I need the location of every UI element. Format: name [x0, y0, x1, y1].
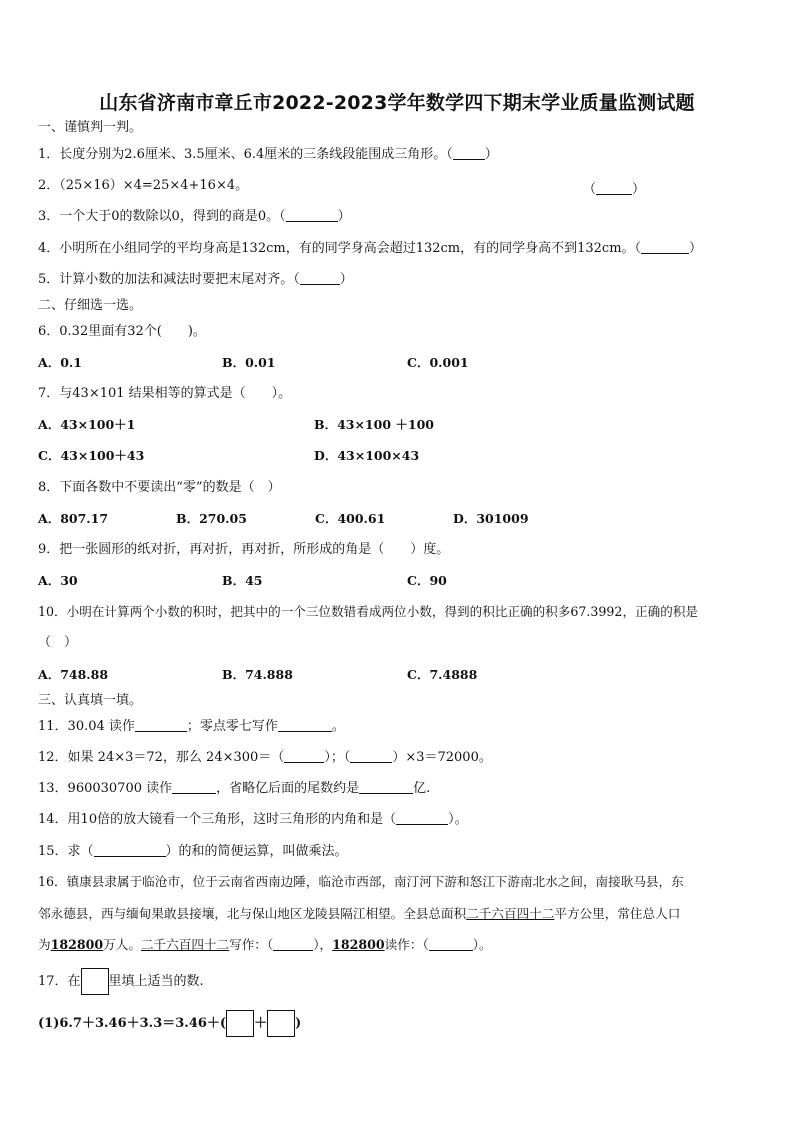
question-15-text: 15．求（	[38, 844, 94, 859]
page-title: 山东省济南市章丘市2022-2023学年数学四下期末学业质量监测试题	[99, 92, 695, 114]
question-15-end: ）的和的简便运算，叫做乘法。	[165, 844, 348, 859]
question-16-line-3	[38, 937, 492, 953]
question-11	[38, 719, 345, 735]
question-16-text-4: ），	[313, 937, 333, 952]
option-b[interactable]: B．74.888	[222, 667, 293, 682]
question-11-text-2: ；零点零七写作	[186, 719, 278, 734]
answer-blank[interactable]	[278, 719, 332, 732]
question-12-text-2: ）；（	[324, 750, 351, 765]
question-1-end: ）	[484, 147, 498, 162]
answer-blank[interactable]	[172, 781, 216, 794]
option-c[interactable]: C．43×100＋43	[38, 448, 145, 463]
question-12-end: ）×3＝72000。	[392, 750, 492, 765]
answer-blank[interactable]	[453, 147, 485, 160]
question-1-text: 1．长度分别为2.6厘米、3.5厘米、6.4厘米的三条线段能围成三角形。（	[38, 147, 453, 162]
question-17-part-1	[38, 1010, 301, 1038]
answer-blank[interactable]	[429, 938, 473, 951]
answer-box[interactable]	[267, 1010, 295, 1037]
question-8: 8．下面各数中不要读出“零”的数是（ ）	[38, 480, 281, 495]
answer-blank[interactable]	[284, 750, 324, 763]
option-a[interactable]: A．0.1	[38, 355, 82, 370]
paren-open: （	[583, 182, 597, 197]
question-16-text: 为	[38, 937, 51, 952]
question-5-end: ）	[339, 272, 353, 287]
answer-blank[interactable]	[350, 750, 392, 763]
answer-blank[interactable]	[94, 844, 166, 857]
answer-blank[interactable]	[359, 781, 413, 794]
question-12	[38, 750, 492, 766]
option-d[interactable]: D．43×100×43	[314, 448, 420, 463]
question-16-line-2	[38, 906, 680, 922]
question-16-text-2: 万人。	[103, 937, 141, 952]
underlined-number: 二千六百四十二	[140, 937, 230, 952]
option-a[interactable]: A．748.88	[38, 667, 109, 682]
section-heading-3: 三、认真填一填。	[38, 693, 143, 708]
option-a[interactable]: A．30	[38, 573, 78, 588]
question-3	[38, 209, 351, 225]
question-4-text: 4．小明所在小组同学的平均身高是132cm，有的同学身高会超过132cm，有的同学身高不到132cm。（	[38, 241, 642, 256]
answer-blank[interactable]	[300, 272, 340, 285]
question-16-text-3: 写作：（	[229, 937, 274, 952]
question-16-text: 邻永德县，西与缅甸果敢县接壤，北与保山地区龙陵县隔江相望。全县总面积	[38, 906, 467, 921]
question-17-end: 里填上适当的数.	[108, 974, 204, 989]
option-b[interactable]: B．43×100 ＋100	[314, 417, 434, 432]
question-2: 2．（25×16）×4=25×4+16×4。	[38, 178, 249, 193]
option-c[interactable]: C．7.4888	[407, 667, 478, 682]
section-heading-2: 二、仔细选一选。	[38, 298, 143, 313]
option-a[interactable]: A．807.17	[38, 511, 109, 526]
option-b[interactable]: B．0.01	[222, 355, 276, 370]
question-5	[38, 272, 353, 288]
question-17-text: 17．在	[38, 974, 81, 989]
answer-blank[interactable]	[596, 182, 632, 195]
question-14	[38, 812, 468, 828]
question-6: 6．0.32里面有32个( )。	[38, 324, 206, 339]
option-a[interactable]: A．43×100＋1	[38, 417, 136, 432]
question-16-end: ）。	[472, 937, 492, 952]
question-17-1-end: )	[295, 1016, 302, 1031]
question-11-text: 11．30.04 读作	[38, 719, 135, 734]
underlined-number: 182800	[50, 937, 104, 952]
question-10-line-2: （ ）	[38, 635, 78, 650]
answer-box[interactable]	[226, 1010, 254, 1037]
answer-blank[interactable]	[396, 812, 448, 825]
answer-blank[interactable]	[641, 241, 689, 254]
question-3-text: 3．一个大于0的数除以0，得到的商是0。（	[38, 209, 286, 224]
section-heading-1: 一、谨慎判一判。	[38, 120, 143, 135]
question-17-1-text: (1)6.7＋3.46＋3.3＝3.46＋(	[38, 1016, 227, 1031]
underlined-number: 182800	[332, 937, 385, 952]
option-b[interactable]: B．45	[222, 573, 263, 588]
question-3-end: ）	[337, 209, 351, 224]
question-4	[38, 241, 702, 257]
answer-blank[interactable]	[273, 938, 313, 951]
answer-blank[interactable]	[135, 719, 187, 732]
paren-close: ）	[632, 182, 646, 197]
option-c[interactable]: C．90	[407, 573, 447, 588]
question-13-text-2: ，省略亿后面的尾数约是	[216, 781, 360, 796]
question-16-text-5: 读作：（	[384, 937, 429, 952]
question-5-text: 5．计算小数的加法和减法时要把末尾对齐。（	[38, 272, 300, 287]
question-17	[38, 968, 204, 996]
question-16-text-2: 平方公里，常住总人口	[554, 906, 681, 921]
question-1	[38, 147, 498, 163]
answer-box[interactable]	[81, 968, 109, 995]
question-7: 7．与43×101 结果相等的算式是（ ）。	[38, 386, 292, 401]
question-10-line-1: 10．小明在计算两个小数的积时，把其中的一个三位数错看成两位小数，得到的积比正确的积多67.3992，正确的积是	[38, 604, 699, 619]
underlined-number: 二千六百四十二	[466, 906, 555, 921]
question-11-end: 。	[331, 719, 345, 734]
option-d[interactable]: D．301009	[453, 511, 529, 526]
option-b[interactable]: B．270.05	[176, 511, 247, 526]
question-13-text: 13．960030700 读作	[38, 781, 173, 796]
plus-sign: ＋	[254, 1016, 268, 1031]
answer-blank[interactable]	[286, 209, 338, 222]
question-12-text: 12．如果 24×3＝72，那么 24×300＝（	[38, 750, 285, 765]
question-2-answer	[583, 178, 645, 197]
question-16-line-1: 16．镇康县隶属于临沧市，位于云南省西南边陲，临沧市西部，南汀河下游和怒江下游南北水之间，南接耿马县，东	[38, 874, 684, 889]
question-13-end: 亿.	[413, 781, 431, 796]
question-9: 9．把一张圆形的纸对折，再对折，再对折，所形成的角是（ ）度。	[38, 542, 450, 557]
question-4-end: ）	[689, 241, 703, 256]
option-c[interactable]: C．0.001	[407, 355, 469, 370]
question-13	[38, 781, 430, 797]
question-14-end: ）。	[448, 812, 468, 827]
question-14-text: 14．用10倍的放大镜看一个三角形，这时三角形的内角和是（	[38, 812, 397, 827]
question-15	[38, 844, 348, 860]
option-c[interactable]: C．400.61	[315, 511, 386, 526]
